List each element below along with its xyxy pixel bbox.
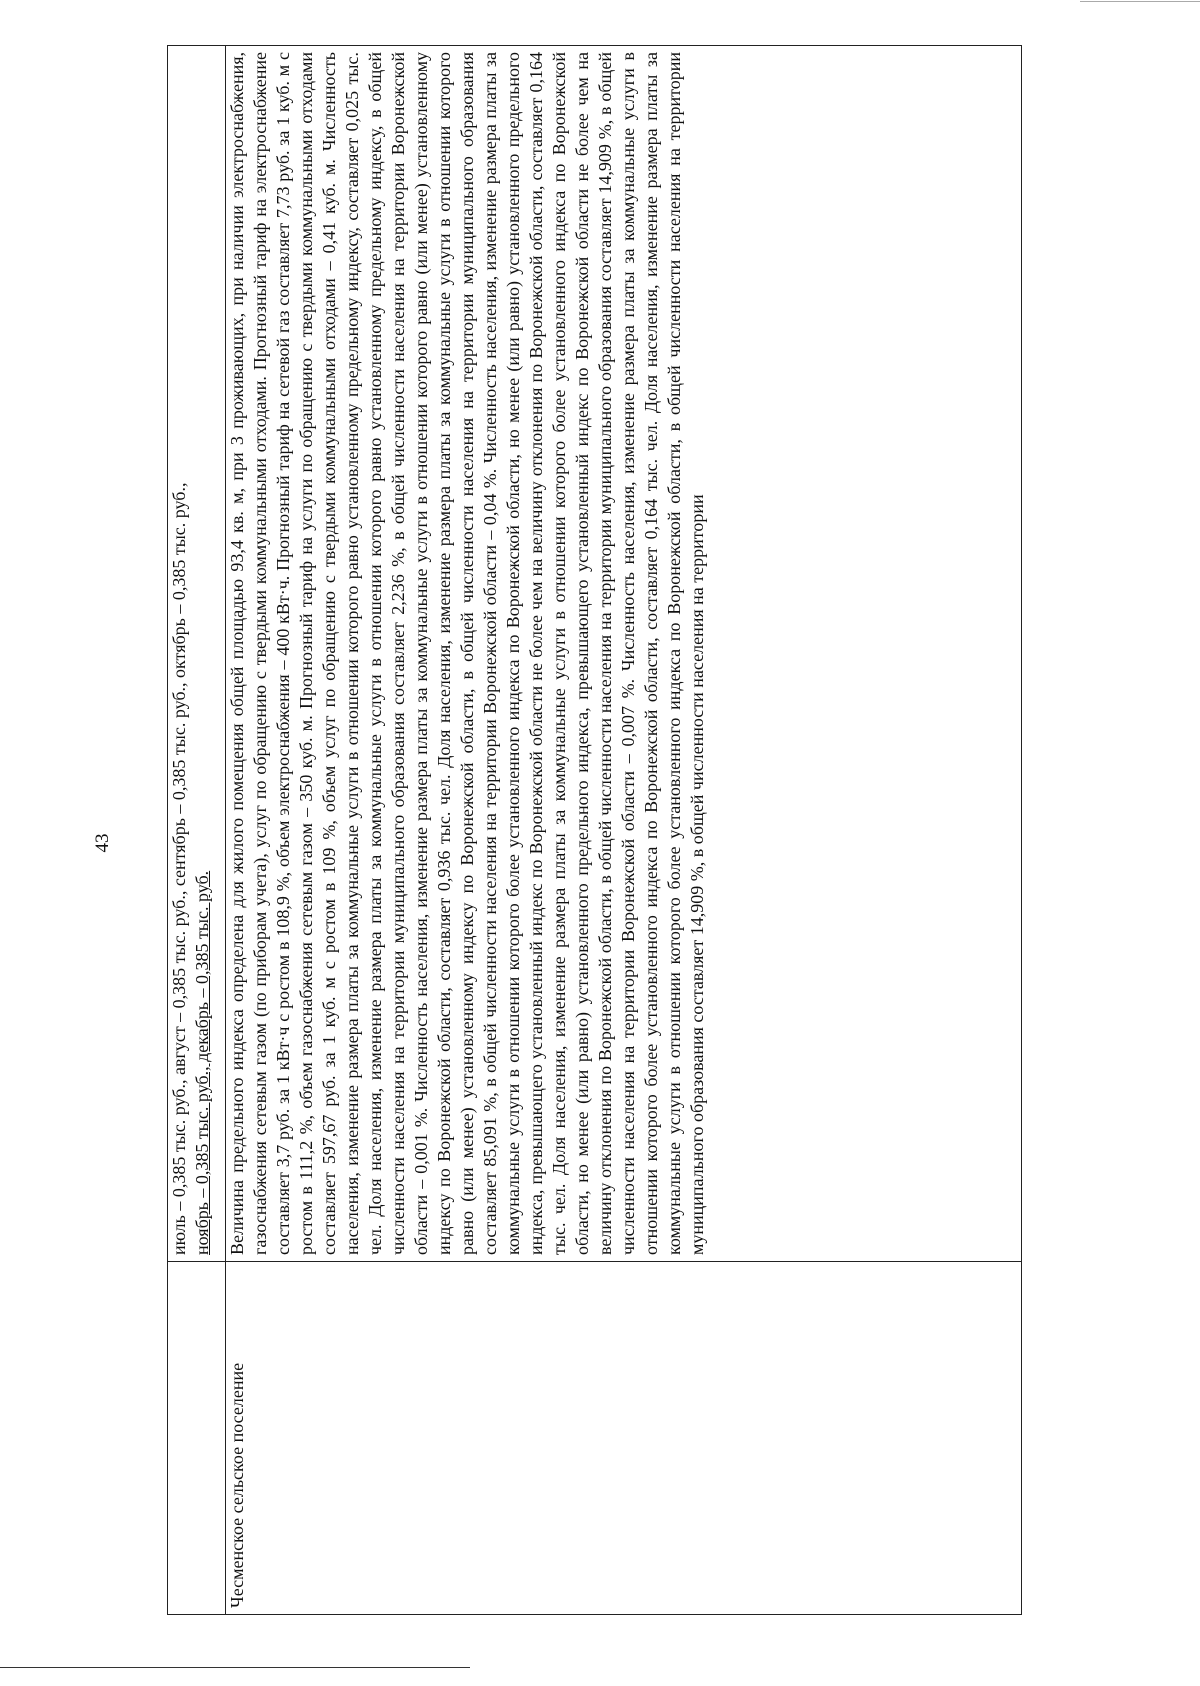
table-row (168, 46, 226, 1615)
description-text: ноябрь – 0,385 тыс. руб., декабрь – 0,385 тыс. руб. (192, 870, 212, 1255)
rotated-table-wrapper (167, 45, 1022, 1615)
table-row (226, 46, 1022, 1615)
municipality-name-cell (168, 1262, 226, 1615)
bottom-edge-rule (0, 1667, 470, 1668)
description-cell (168, 46, 226, 1262)
top-edge-rule (1080, 1, 1200, 2)
page-number: 43 (92, 833, 113, 853)
description-cell: Величина предельного индекса определена для жилого помещения общей площадью 93,4 кв. м, при 3 проживающих, при наличии электроснабжения, газоснабжения сетевым газом (по приборам учета), услуг по обращению с твердыми коммунальными отходами. Прогнозный тариф на электроснабжение составляет 3,7 руб. за 1 кВт·ч с ростом в 108,9 %, объем электроснабжения – 400 кВт·ч. Прогнозный тариф на сетевой газ составляет 7,73 руб. за 1 куб. м с ростом в 111,2 %, объем газоснабжения сетевым газом – 350 куб. м. Прогнозный тариф на услуги по обращению с твердыми коммунальными отходами составляет 597,67 руб. за 1 куб. м с ростом в 109 %, объем услуг по обращению с твердыми коммунальными отходами – 0,41 куб. м. Численность населения, изменение размера платы за коммунальные услуги в отношении которого равно установленному предельному индексу, составляет 0,025 тыс. чел. Доля населения, изменение размера платы за коммунальные услуги в отношении которого равно установленному предельному индексу, в общей численности населения на территории муниципального образования составляет 2,236 %, в общей численности населения на территории Воронежской области – 0,001 %. Численность населения, изменение размера платы за коммунальные услуги в отношении которого равно (или менее) установленному индексу по Воронежской области, составляет 0,936 тыс. чел. Доля населения, изменение размера платы за коммунальные услуги в отношении которого равно (или менее) установленному индексу по Воронежской области, в общей численности населения на территории муниципального образования составляет 85,091 %, в общей численности населения на территории Воронежской области – 0,04 %. Численность населения, изменение размера платы за коммунальные услуги в отношении которого более установленного индекса по Воронежской области, но менее (или равно) установленного предельного индекса, превышающего установленный индекс по Воронежской области не более чем на величину отклонения по Воронежской области, составляет 0,164 тыс. чел. Доля населения, изменение размера платы за коммунальные услуги в отношении которого более установленного индекса по Воронежской области, но менее (или равно) установленного предельного индекса, превышающего установленный индекс по Воронежской области не более чем на величину отклонения по Воронежской области, в общей численности населения на территории муниципального образования составляет 14,909 %, в общей численности населения на территории Воронежской области – 0,007 %. Численность населения, изменение размера платы за коммунальные услуги в отношении которого более установленного индекса по Воронежской области, составляет 0,164 тыс. чел. Доля населения, изменение размера платы за коммунальные услуги в отношении которого более установленного индекса по Воронежской области, в общей численности населения на территории муниципального образования составляет 14,909 %, в общей численности населения на территории (226, 46, 1022, 1262)
tariff-table (167, 45, 1022, 1615)
description-text: июль – 0,385 тыс. руб., август – 0,385 тыс. руб., сентябрь – 0,385 тыс. руб., октябрь – 0,385 тыс. руб., (169, 482, 189, 1255)
municipality-name-cell: Чесменское сельское поселение (226, 1262, 1022, 1615)
